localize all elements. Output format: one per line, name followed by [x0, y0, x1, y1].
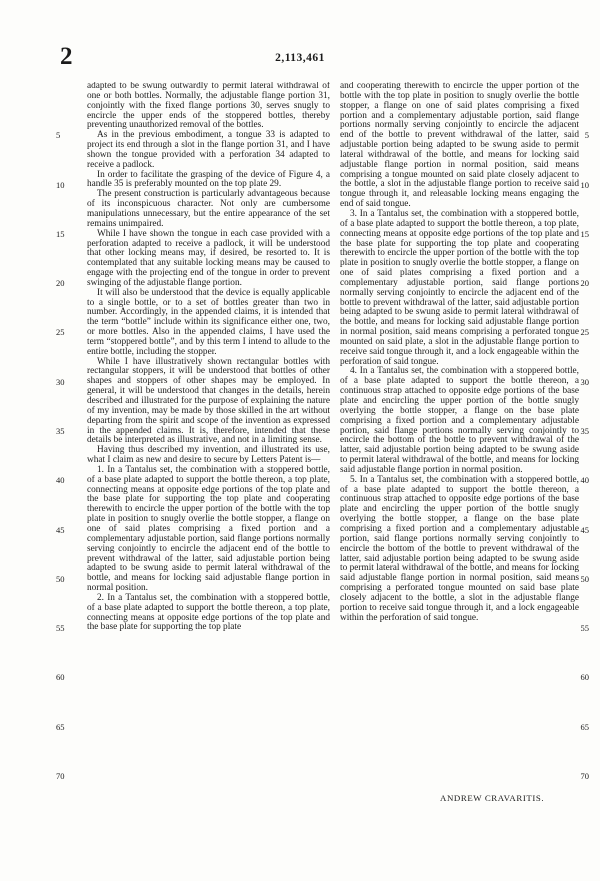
line-number: 35	[580, 426, 589, 436]
line-number: 50	[580, 574, 589, 584]
left-text-column	[87, 82, 330, 772]
line-number: 60	[56, 672, 65, 682]
line-number: 10	[580, 180, 589, 190]
right-text-column	[340, 82, 579, 772]
line-number: 40	[580, 475, 589, 485]
inventor-signature: ANDREW CRAVARITIS.	[440, 793, 545, 803]
line-number: 50	[56, 574, 65, 584]
patent-number: 2,113,461	[275, 52, 325, 64]
paragraph: While I have shown the tongue in each case provided with a perforation adapted to receive a padlock, it will be understood that other locking means may, if desired, be resorted to. It is contemplated that any suitable locking means may be caused to engage with the projecting end of the tongue in order to prevent swinging of the adjustable flange portion.	[87, 228, 330, 288]
line-number: 15	[580, 229, 589, 239]
line-number: 15	[56, 229, 65, 239]
line-number: 60	[580, 672, 589, 682]
line-number: 30	[580, 377, 589, 387]
paragraph: While I have illustratively shown rectangular bottles with rectangular stoppers, it will be understood that bottles of other shapes and stoppers of other shapes may be employed. In general, it will be understood that changes in the details, herein described and illustrated for the purpose of explaining the nature of my invention, may be made by those skilled in the art without departing from the spirit and scope of the invention as expressed in the appended claims. It is, therefore, intended that these details be interpreted as illustrative, and not in a limiting sense.	[87, 356, 330, 446]
line-number: 30	[56, 377, 65, 387]
line-number: 40	[56, 475, 65, 485]
line-number: 20	[56, 278, 65, 288]
line-number: 55	[56, 623, 65, 633]
line-number: 45	[56, 525, 65, 535]
paragraph: Having thus described my invention, and illustrated its use, what I claim as new and desire to secure by Letters Patent is—	[87, 445, 330, 466]
paragraph: The present construction is particularly advantageous because of its inconspicuous character. Not only are cumbersome manipulations unnecessary, but the entire appearance of the set remains unimpaired.	[87, 189, 330, 229]
line-number: 45	[580, 525, 589, 535]
paragraph: In order to facilitate the grasping of the device of Figure 4, a handle 35 is preferably mounted on the top plate 29.	[87, 169, 330, 190]
paragraph-continuation: adapted to be swung outwardly to permit lateral withdrawal of one or both bottles. Normally, the adjustable flange portion 31, conjointly with the fixed flange portions 30, serves snugly to encircle the upper ends of the stoppered bottles, thereby preventing unauthorized removal of the bottles.	[87, 82, 330, 131]
line-number: 10	[56, 180, 65, 190]
claim-1: 1. In a Tantalus set, the combination with a stoppered bottle, of a base plate adapted to support the bottle thereon, a top plate, connecting means at opposite edge portions of the top plate and the base plate for supporting the top plate and cooperating therewith to encircle the upper portion of the bottle with the top plate in position to snugly overlie the bottle stopper, a flange on one of said plates comprising a fixed portion and a complementary adjustable portion, said flange portions normally serving conjointly to encircle the adjacent end of the bottle to prevent withdrawal of the latter, said adjustable portion being adapted to be swung aside to permit lateral withdrawal of the bottle, and means for locking said adjustable flange portion in normal position.	[87, 464, 330, 594]
line-number: 65	[580, 722, 589, 732]
line-number: 5	[56, 130, 61, 140]
claim-2: 2. In a Tantalus set, the combination with a stoppered bottle, of a base plate adapted to support the bottle thereon, a top plate, connecting means at opposite edge portions of the top plate and the base plate for supporting the top plate	[87, 592, 330, 633]
claim-3: 3. In a Tantalus set, the combination with a stoppered bottle, of a base plate adapted to support the bottle thereon, a top plate, connecting means at opposite edge portions of the top plate and the base plate for supporting the top plate and cooperating therewith to encircle the upper portion of the bottle with the top plate in position to snugly overlie the bottle stopper, a flange on one of said plates comprising a fixed portion and a complementary adjustable portion, said flange portions normally serving conjointly to encircle the adjacent end of the bottle to prevent withdrawal of the latter, said adjustable portion being adapted to be swung aside to permit lateral withdrawal of the bottle, and means for locking said adjustable flange portion in normal position, said means comprising a perforated tongue mounted on said plate, a slot in the adjustable flange portion to receive said tongue through it, and a lock engageable within the perforation of said tongue.	[340, 208, 579, 367]
line-number: 70	[580, 771, 589, 781]
claim-4: 4. In a Tantalus set, the combination with a stoppered bottle, of a base plate adapted to support the bottle thereon, a continuous strap attached to opposite edge portions of the base plate and encircling the upper portion of the bottle snugly overlying the bottle stopper, a flange on the base plate comprising a fixed portion and a complementary adjustable portion, said flange portions normally serving conjointly to encircle the bottom of the bottle to prevent withdrawal of the latter, said adjustable portion being adapted to be swung aside to permit lateral withdrawal of the bottle, and means for locking said adjustable flange portion in normal position.	[340, 366, 579, 475]
line-number: 20	[580, 278, 589, 288]
line-number: 35	[56, 426, 65, 436]
line-number: 65	[56, 722, 65, 732]
line-number: 25	[580, 327, 589, 337]
line-number: 25	[56, 327, 65, 337]
claim-2-continuation: and cooperating therewith to encircle the upper portion of the bottle with the top plate in position to snugly overlie the bottle stopper, a flange on one of said plates comprising a fixed portion and a complementary adjustable portion, said flange portions normally serving conjointly to encircle the adjacent end of the bottle to prevent withdrawal of the latter, said adjustable portion being adapted to be swung aside to permit lateral withdrawal of the bottle, and means for locking said adjustable flange portion in normal position, said means comprising a tongue mounted on said plate closely adjacent to the bottle, a slot in the adjustable flange portion to receive said tongue through it, and releasable locking means engaging the end of said tongue.	[340, 82, 579, 210]
page-number: 2	[60, 43, 73, 70]
claim-5: 5. In a Tantalus set, the combination with a stoppered bottle, of a base plate adapted to support the bottle thereon, a continuous strap attached to opposite edge portions of the base plate and encircling the upper portion of the bottle snugly overlying the bottle stopper, a flange on the base plate comprising a fixed portion and a complementary adjustable portion, said flange portions normally serving conjointly to encircle the bottom of the bottle to prevent withdrawal of the latter, said adjustable portion being adapted to be swung aside to permit lateral withdrawal of the bottle, and means for locking said adjustable flange portion in normal position, said means comprising a perforated tongue mounted on said base plate closely adjacent to the bottle, a slot in the adjustable flange portion to receive said tongue through it, and a lock engageable within the perforation of said tongue.	[340, 474, 579, 623]
paragraph: As in the previous embodiment, a tongue 33 is adapted to project its end through a slot in the flange portion 31, and I have shown the tongue provided with a perforation 34 adapted to receive a padlock.	[87, 130, 330, 170]
line-number: 70	[56, 771, 65, 781]
line-number: 5	[584, 130, 589, 140]
paragraph: It will also be understood that the device is equally applicable to a single bottle, or to a set of bottles greater than two in number. Accordingly, in the appended claims, it is intended that the term “bottle” include within its significance either one, two, or more bottles. Also in the appended claims, I have used the term “stoppered bottle”, and by this term I intend to allude to the entire bottle, including the stopper.	[87, 287, 330, 357]
line-number: 55	[580, 623, 589, 633]
